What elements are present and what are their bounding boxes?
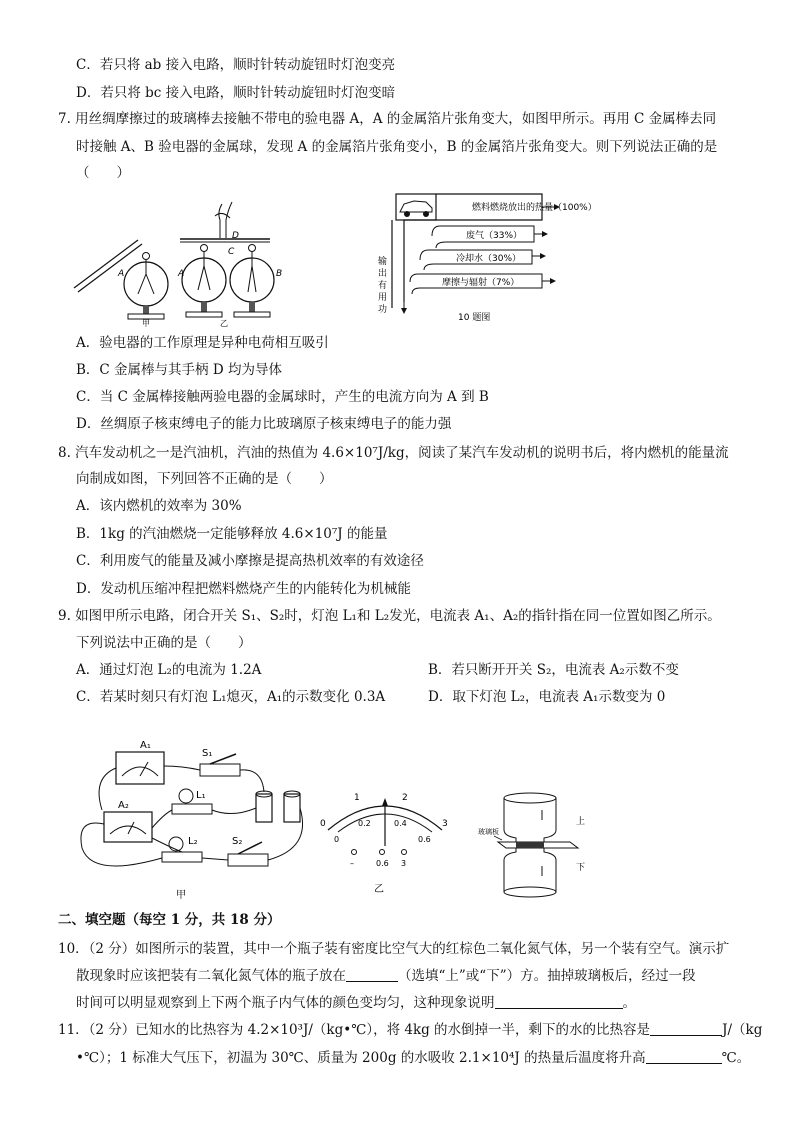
ammeter-a1-label: A₁ xyxy=(140,740,151,751)
electroscope-a-label: A xyxy=(118,269,125,279)
energy-figure-caption: 10 题图 xyxy=(458,313,491,323)
q9-option-d: D．取下灯泡 L₂，电流表 A₁示数变为 0 xyxy=(428,689,666,705)
q11-line2-end: ℃。 xyxy=(721,1050,751,1066)
switch-s1-label: S₁ xyxy=(202,748,213,759)
electroscope-figure xyxy=(70,196,290,328)
lamp-l1-label: L₁ xyxy=(196,790,206,801)
switch-s2-label: S₂ xyxy=(232,836,243,847)
q9-stem-line2: 下列说法中正确的是（ ） xyxy=(76,635,252,651)
q6-option-c: C．若只将 ab 接入电路，顺时针转动旋钮时灯泡变亮 xyxy=(76,57,396,73)
q7-stem-line3: （ ） xyxy=(76,165,130,181)
q8-stem-line2: 向制成如图，下列回答不正确的是（ ） xyxy=(76,471,333,487)
q10-line2-before-blank: 散现象时应该把装有二氧化氮气体的瓶子放在 xyxy=(76,968,346,984)
q11-blank-2[interactable] xyxy=(646,1049,722,1064)
lamp-l2-label: L₂ xyxy=(188,836,198,847)
q7-option-d: D．丝绸原子核束缚电子的能力比玻璃原子核束缚电子的能力强 xyxy=(76,416,452,432)
bottom-tick-1: 0.2 xyxy=(358,819,371,828)
top-tick-3: 3 xyxy=(442,819,448,829)
q10-line2-after-blank: （选填“上”或“下”）方。抽掉玻璃板后，经过一段 xyxy=(398,968,696,984)
q10-line2 xyxy=(76,967,696,985)
figure-label-yi: 乙 xyxy=(220,319,228,328)
q7-option-b: B．C 金属棒与其手柄 D 均为导体 xyxy=(76,362,282,378)
electroscope-b-label: B xyxy=(276,269,283,279)
q7-option-a: A．验电器的工作原理是异种电荷相互吸引 xyxy=(76,335,329,351)
q10-line3 xyxy=(76,994,636,1012)
top-tick-2: 2 xyxy=(402,793,408,803)
figure-label-jia: 甲 xyxy=(142,319,150,328)
electroscope-a2-label: A xyxy=(178,269,185,279)
circuit-figure xyxy=(72,738,316,904)
q8-option-a: A．该内燃机的效率为 30% xyxy=(76,498,242,514)
output-char-2: 出 xyxy=(378,269,388,279)
q10-blank-2[interactable] xyxy=(495,994,623,1009)
q11-line2-before-blank: •℃）；1 标准大气压下，初温为 30℃、质量为 200g 的水吸收 2.1×10⁴J 的热量后温度将升高 xyxy=(76,1050,646,1066)
q11-blank-1[interactable] xyxy=(650,1021,722,1036)
q10-line1: 10．（2 分）如图所示的装置，其中一个瓶子装有密度比空气大的红棕色二氧化氮气体，另一个装有空气。演示扩 xyxy=(58,941,730,957)
energy-top-label: 燃料燃烧放出的热量（100%） xyxy=(472,203,597,213)
q9-stem-line1: 9. 如图甲所示电路，闭合开关 S₁、S₂时，灯泡 L₁和 L₂发光，电流表 A₁、A₂的指针指在同一位置如图乙所示。 xyxy=(58,608,721,624)
q8-option-c: C．利用废气的能量及减小摩擦是提高热机效率的有效途径 xyxy=(76,553,424,569)
q9-option-b: B．若只断开开关 S₂，电流表 A₂示数不变 xyxy=(428,662,679,678)
q10-line3-before-blank: 时间可以明显观察到上下两个瓶子内气体的颜色变均匀，这种现象说明 xyxy=(76,995,495,1011)
rod-c-label: C xyxy=(228,247,235,257)
glass-plate-label: 玻璃板 xyxy=(478,828,499,836)
q10-blank-1[interactable] xyxy=(346,967,398,982)
energy-flow-figure xyxy=(374,190,614,326)
lower-label: 下 xyxy=(576,863,586,873)
bottom-tick-0: 0 xyxy=(334,835,340,844)
output-char-4: 用 xyxy=(378,293,388,303)
output-char-3: 有 xyxy=(378,281,388,291)
q11-line1 xyxy=(58,1021,762,1039)
q11-line2 xyxy=(76,1049,750,1067)
circuit-figure-caption: 甲 xyxy=(176,890,186,901)
terminal-3: 3 xyxy=(401,859,407,868)
bottom-tick-2: 0.4 xyxy=(394,819,407,828)
q7-stem-line1: 7. 用丝绸摩擦过的玻璃棒去接触不带电的验电器 A，A 的金属箔片张角变大，如图甲所示。再用 C 金属棒去同 xyxy=(58,111,717,127)
diffusion-bottles-figure xyxy=(478,790,618,902)
q11-line1-after-blank: J/（kg xyxy=(722,1022,763,1038)
q8-option-d: D．发动机压缩冲程把燃料燃烧产生的内能转化为机械能 xyxy=(76,581,411,597)
top-tick-1: 1 xyxy=(354,793,360,803)
q7-option-c: C．当 C 金属棒接触两验电器的金属球时，产生的电流方向为 A 到 B xyxy=(76,389,489,405)
output-char-5: 功 xyxy=(378,305,388,315)
q6-option-d: D．若只将 bc 接入电路，顺时针转动旋钮时灯泡变暗 xyxy=(76,85,396,101)
q8-stem-line1: 8. 汽车发动机之一是汽油机，汽油的热值为 4.6×10⁷J/kg，阅读了某汽车发动机的说明书后，将内燃机的能量流 xyxy=(58,445,729,461)
handle-d-label: D xyxy=(232,231,239,241)
energy-exhaust-label: 废气（33%） xyxy=(466,231,523,241)
bottom-tick-3: 0.6 xyxy=(418,835,431,844)
output-char-1: 输 xyxy=(378,257,388,267)
upper-label: 上 xyxy=(576,817,586,827)
q8-option-b: B．1kg 的汽油燃烧一定能够释放 4.6×10⁷J 的能量 xyxy=(76,526,388,542)
meter-dial-figure xyxy=(314,786,456,896)
q10-line3-end: 。 xyxy=(622,995,636,1011)
top-tick-0: 0 xyxy=(320,819,326,829)
section-heading-fill-in: 二、填空题（每空 1 分，共 18 分） xyxy=(58,912,281,928)
terminal-neg: – xyxy=(350,859,354,868)
energy-coolant-label: 冷却水（30%） xyxy=(456,254,522,264)
energy-friction-label: 摩擦与辐射（7%） xyxy=(442,278,520,288)
q11-line1-before-blank: 11．（2 分）已知水的比热容为 4.2×10³J/（kg•℃），将 4kg 的水倒掉一半，剩下的水的比热容是 xyxy=(58,1022,651,1038)
meter-figure-caption: 乙 xyxy=(374,884,384,895)
q9-option-c: C．若某时刻只有灯泡 L₁熄灭，A₁的示数变化 0.3A xyxy=(76,689,386,705)
q9-option-a: A．通过灯泡 L₂的电流为 1.2A xyxy=(76,662,262,678)
ammeter-a2-label: A₂ xyxy=(118,800,129,811)
terminal-06: 0.6 xyxy=(376,859,389,868)
q7-stem-line2: 时接触 A、B 验电器的金属球，发现 A 的金属箔片张角变小，B 的金属箔片张角变大。则下列说法正确的是 xyxy=(76,139,718,155)
